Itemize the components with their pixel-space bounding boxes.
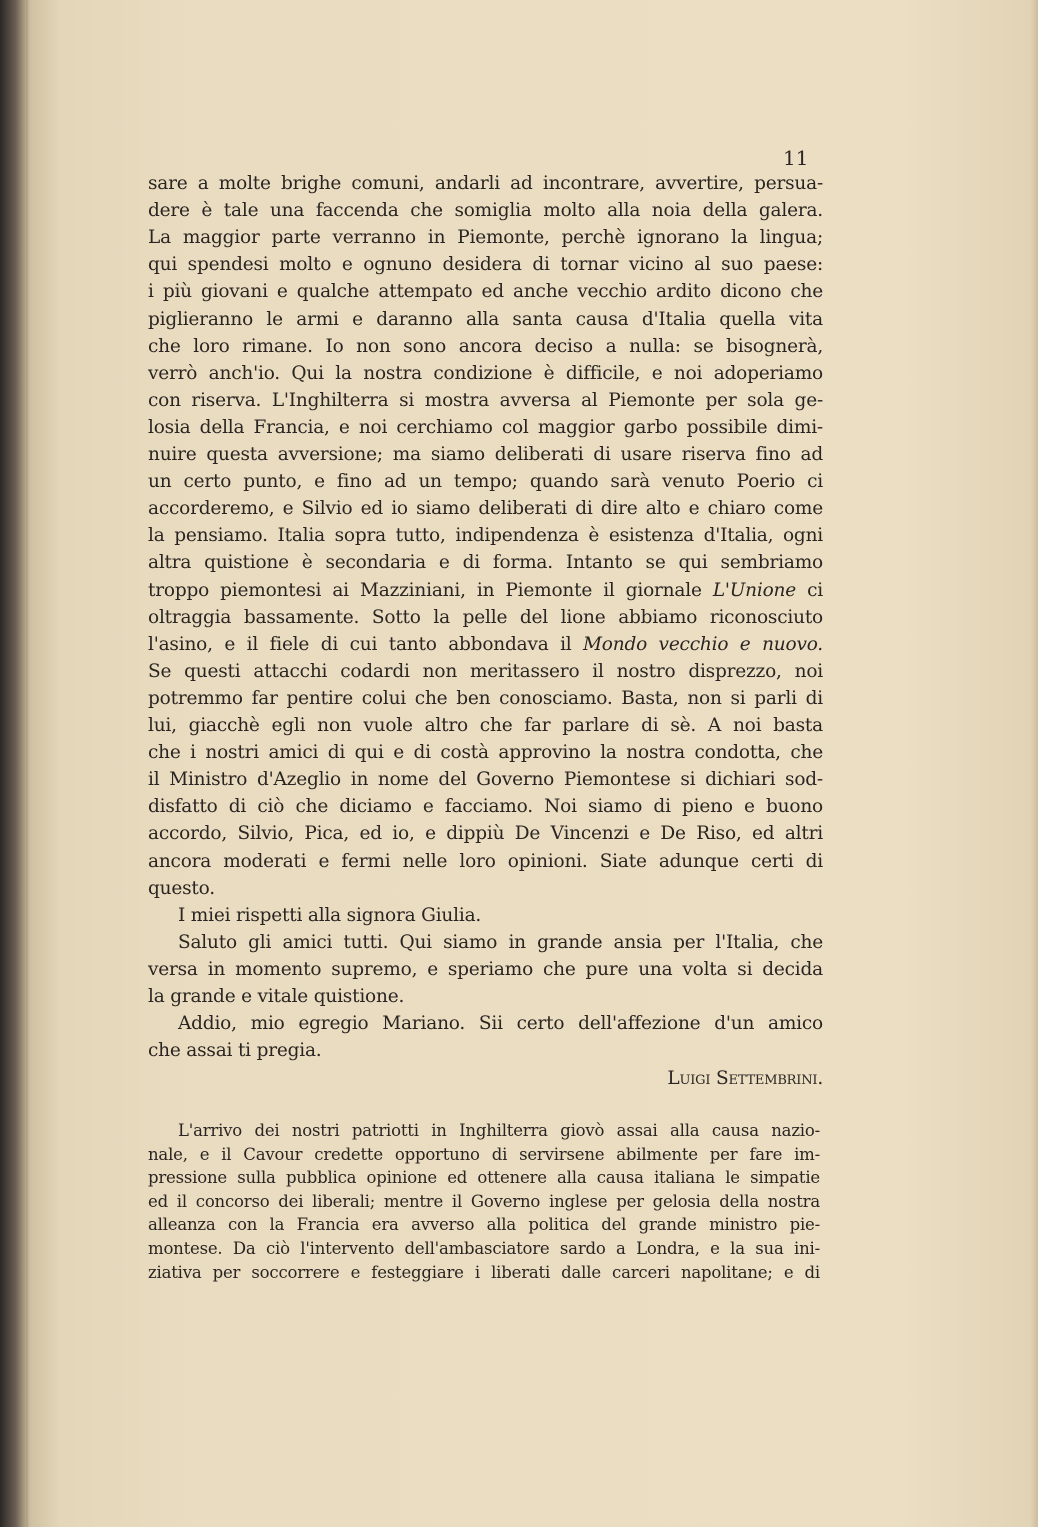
letter-line [148, 851, 823, 872]
letter-line [148, 959, 823, 980]
letter-line [178, 932, 823, 953]
commentary-line: ziativa per soccorrere e festeggiare i liberati dalle carceri napolitane; e di [148, 1262, 820, 1282]
page-number: 11 [783, 146, 809, 170]
letter-line [148, 390, 823, 411]
letter-line [148, 444, 823, 465]
letter-line [148, 552, 823, 573]
letter-line [148, 742, 823, 763]
text-segment: versa in momento supremo, e speriamo che pure una volta si decida [148, 958, 823, 980]
letter-line [148, 309, 823, 330]
text-segment: troppo piemontesi ai Mazziniani, in Piemonte il giornale [148, 579, 713, 601]
text-segment: ci [796, 579, 824, 601]
letter-line [178, 1013, 823, 1034]
letter-line [178, 905, 823, 926]
text-segment: la grande e vitale quistione. [148, 986, 405, 1007]
letter-line [148, 525, 823, 546]
commentary-line: ed il concorso dei liberali; mentre il Governo inglese per gelosia della nostra [148, 1191, 820, 1211]
text-segment: Se questi attacchi codardi non meritassero il nostro disprezzo, noi [148, 660, 823, 682]
text-segment: che assai ti pregia. [148, 1040, 322, 1062]
letter-line [148, 580, 823, 601]
text-segment: con riserva. L'Inghilterra si mostra avversa al Piemonte per sola ge- [148, 389, 823, 411]
letter-line [148, 173, 823, 194]
signature: Luigi Settembrini. [667, 1068, 823, 1089]
letter-line [148, 796, 823, 817]
text-segment: qui spendesi molto e ognuno desidera di tornar vicino al suo paese: [148, 254, 823, 276]
letter-line [148, 715, 823, 736]
letter-line [148, 607, 823, 628]
commentary-line: montese. Da ciò l'intervento dell'ambasciatore sardo a Londra, e la sua ini- [148, 1239, 820, 1258]
text-segment: sare a molte brighe comuni, andarli ad incontrare, avvertire, persua- [148, 173, 823, 194]
text-segment: potremmo far pentire colui che ben conosciamo. Basta, non si parli di [148, 687, 823, 709]
text-segment: accorderemo, e Silvio ed io siamo deliberati di dire alto e chiaro come [148, 498, 823, 520]
letter-line [148, 471, 823, 492]
text-segment: piglieranno le armi e daranno alla santa causa d'Italia quella vita [148, 308, 823, 330]
text-segment: verrò anch'io. Qui la nostra condizione è difficile, e noi adoperiamo [148, 362, 823, 384]
letter-line [148, 823, 823, 844]
text-segment: La maggior parte verranno in Piemonte, perchè ignorano la lingua; [148, 227, 823, 249]
letter-line [148, 227, 823, 248]
commentary-line: pressione sulla pubblica opinione ed ottenere alla causa italiana le simpatie [148, 1168, 820, 1188]
text-segment: dere è tale una faccenda che somiglia molto alla noia della galera. [148, 200, 823, 222]
commentary-line: nale, e il Cavour credette opportuno di servirsene abilmente per fare im- [148, 1144, 820, 1164]
text-segment: oltraggia bassamente. Sotto la pelle del lione abbiamo riconosciuto [148, 606, 823, 628]
letter-line [148, 281, 823, 302]
book-binding-edge [0, 0, 26, 1527]
text-segment: questo. [148, 877, 215, 899]
text-segment: che i nostri amici di qui e di costà approvino la nostra condotta, che [148, 742, 823, 764]
italic-title: L'Unione [712, 579, 797, 601]
commentary-line: alleanza con la Francia era avverso alla politica del grande ministro pie- [148, 1215, 820, 1235]
text-segment: Addio, mio egregio Mariano. Sii certo dell'affezione d'un amico [178, 1013, 823, 1035]
text-segment: un certo punto, e fino ad un tempo; quando sarà venuto Poerio ci [148, 471, 823, 493]
commentary-line: L'arrivo dei nostri patriotti in Inghilterra giovò assai alla causa nazio- [178, 1121, 820, 1140]
text-segment: la pensiamo. Italia sopra tutto, indipendenza è esistenza d'Italia, ogni [148, 525, 823, 547]
text-segment: che loro rimane. Io non sono ancora deciso a nulla: se bisognerà, [148, 335, 823, 357]
letter-line [148, 878, 823, 899]
letter-line [148, 661, 823, 682]
text-segment: accordo, Silvio, Pica, ed io, e dippiù De Vincenzi e De Riso, ed altri [148, 823, 823, 845]
letter-line [148, 498, 823, 519]
text-segment: il Ministro d'Azeglio in nome del Governo Piemontese si dichiari sod- [148, 769, 823, 791]
letter-line [148, 1040, 823, 1061]
text-segment: losia della Francia, e noi cerchiamo col maggior garbo possibile dimi- [148, 416, 823, 438]
text-segment: I miei rispetti alla signora Giulia. [178, 904, 482, 926]
text-segment: Saluto gli amici tutti. Qui siamo in grande ansia per l'Italia, che [178, 931, 823, 953]
letter-line [148, 417, 823, 438]
text-segment: i più giovani e qualche attempato ed anche vecchio ardito dicono che [148, 281, 823, 303]
letter-line [148, 363, 823, 384]
text-segment: l'asino, e il fiele di cui tanto abbondava il [148, 633, 584, 655]
text-segment: nuire questa avversione; ma siamo deliberati di usare riserva fino ad [148, 444, 823, 465]
letter-line [148, 336, 823, 357]
text-segment: altra quistione è secondaria e di forma. Intanto se qui sembriamo [148, 552, 823, 574]
letter-line [148, 634, 823, 655]
letter-line [148, 200, 823, 221]
text-segment: ancora moderati e fermi nelle loro opinioni. Siate adunque certi di [148, 850, 823, 872]
text-segment: lui, giacchè egli non vuole altro che far parlare di sè. A noi basta [148, 715, 823, 736]
letter-line [148, 769, 823, 790]
italic-title: Mondo vecchio e nuovo. [583, 633, 823, 655]
letter-line [148, 688, 823, 709]
letter-line [148, 254, 823, 275]
text-segment: disfatto di ciò che diciamo e facciamo. Noi siamo di pieno e buono [148, 796, 823, 818]
letter-line [148, 986, 823, 1007]
